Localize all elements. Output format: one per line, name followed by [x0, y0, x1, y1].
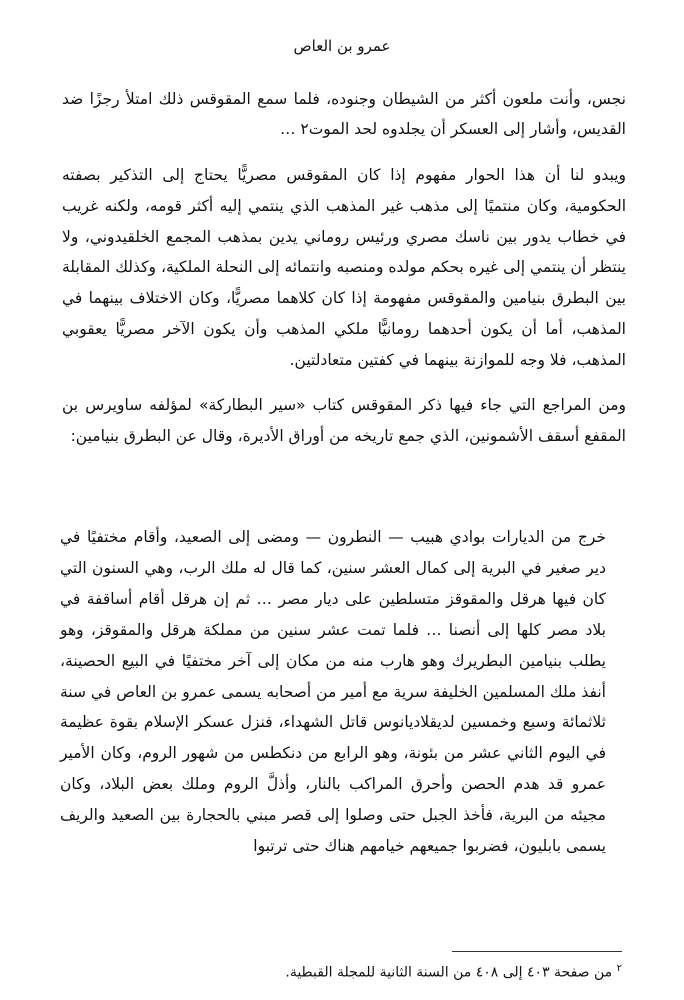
footnote-mark: ٢	[616, 963, 622, 974]
paragraph-3-block	[62, 390, 626, 452]
paragraph-2: ويبدو لنا أن هذا الحوار مفهوم إذا كان المقوقس مصريًّا يحتاج إلى التذكير بصفته الحكومية، وكان منتميًا إلى مذهب غير المذهب الذي ينتمي إليه أكثر قومه، ولكنه غريب في خطاب يدور بين ناسك مصري ورئيس روماني يدين بمذهب المجمع الخلقيدوني، ولا ينتظر أن ينتمي إلى غيره بحكم مولده ومنصبه وانتمائه إلى النحلة الملكية، وكذلك المقابلة بين البطرق بنيامين والمقوقس مفهومة إذا كان كلاهما مصريًّا، وكان الاختلاف بينهما في المذهب، أما أن يكون أحدهما رومانيًّا ملكي المذهب وأن يكون الآخر مصريًّا يعقوبي المذهب، فلا وجه للموازنة بينهما في كفتين متعادلتين.	[62, 166, 626, 369]
footnote-rule	[452, 951, 622, 952]
block-quote	[60, 522, 606, 862]
block-quote-text: خرج من الديارات بوادي هبيب — النطرون — ومضى إلى الصعيد، وأقام مختفيًا في دير صغير في البرية إلى كمال العشر سنين، كما قال له ملك الرب، وهي السنون التي كان فيها هرقل والمقوقز متسلطين على ديار مصر … ثم إن هرقل أقام أساقفة في بلاد مصر كلها إلى أنصنا … فلما تمت عشر سنين من مملكة هرقل والمقوقز، وهو يطلب بنيامين البطريرك وهو هارب منه من مكان إلى آخر مختفيًا في البيع الحصينة، أنفذ ملك المسلمين الخليفة سرية مع أمير من أصحابه يسمى عمرو بن العاص في سنة ثلاثمائة وسبع وخمسين لديقلاديانوس قاتل الشهداء، فنزل عسكر الإسلام بقوة عظيمة في اليوم الثاني عشر من بئونة، وهو الرابع من دنكطس من شهور الروم، وكان الأمير عمرو قد هدم الحصن وأحرق المراكب بالنار، وأذلَّ الروم وملك بعض البلاد، وكان مجيئه من البرية، فأخذ الجبل حتى وصلوا إلى قصر مبني بالحجارة بين الصعيد والريف يسمى بابليون، فضربوا جميعهم خيامهم هناك حتى ترتبوا	[60, 528, 606, 856]
paragraph-1-block	[62, 84, 626, 144]
paragraph-1: نجس، وأنت ملعون أكثر من الشيطان وجنوده، فلما سمع المقوقس ذلك امتلأ رجزًا ضد القديس، وأشار إلى العسكر أن يجلدوه لحد الموت٢ …	[62, 90, 626, 138]
paragraph-2-block	[62, 160, 626, 376]
running-header: عمرو بن العاص	[293, 37, 391, 55]
footnote	[62, 958, 622, 984]
paragraph-3: ومن المراجع التي جاء فيها ذكر المقوقس كتاب «سير البطاركة» لمؤلفه ساويرس بن المقفع أسقف الأشمونين، الذي جمع تاريخه من أوراق الأديرة، وقال عن البطرق بنيامين:	[62, 396, 626, 445]
footnote-text: من صفحة ٤٠٣ إلى ٤٠٨ من السنة الثانية للمجلة القبطية.	[285, 964, 617, 981]
